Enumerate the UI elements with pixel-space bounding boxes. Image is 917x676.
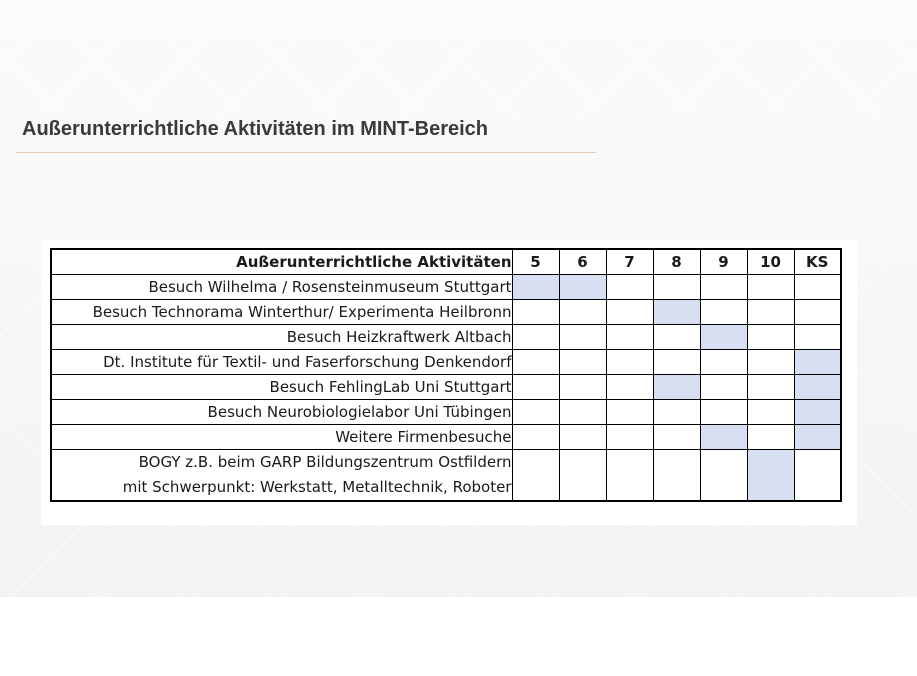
grade-cell [747, 274, 794, 299]
activity-label: Weitere Firmenbesuche [335, 427, 512, 446]
table-row [51, 449, 841, 501]
title-underline [16, 152, 596, 153]
grade-cell [700, 374, 747, 399]
grade-cell [559, 324, 606, 349]
grade-cell [653, 349, 700, 374]
grade-cell [606, 399, 653, 424]
grade-cell [559, 374, 606, 399]
grade-header: 7 [606, 249, 653, 274]
activity-cell [51, 349, 512, 374]
grade-cell [512, 399, 559, 424]
grade-cell [606, 349, 653, 374]
grade-cell [653, 324, 700, 349]
grade-cell [794, 449, 841, 501]
grade-cell [606, 324, 653, 349]
grade-cell-marked [559, 274, 606, 299]
grade-cell [700, 399, 747, 424]
activity-column-header: Außerunterrichtliche Aktivitäten [51, 249, 512, 274]
grade-cell [512, 374, 559, 399]
table-body [51, 274, 841, 501]
activity-cell [51, 324, 512, 349]
grade-cell-marked [700, 424, 747, 449]
grade-cell-marked [794, 349, 841, 374]
activity-cell [51, 299, 512, 324]
table-header-row [51, 249, 841, 274]
activity-cell [51, 449, 512, 501]
grade-header: 9 [700, 249, 747, 274]
grade-cell [559, 399, 606, 424]
grade-cell [747, 349, 794, 374]
grade-cell [794, 274, 841, 299]
activities-table [50, 248, 842, 502]
grade-cell [559, 449, 606, 501]
grade-cell [747, 374, 794, 399]
grade-cell-marked [512, 274, 559, 299]
grade-cell [559, 299, 606, 324]
page-title: Außerunterrichtliche Aktivitäten im MINT-Bereich [22, 118, 489, 140]
activity-label: Besuch Technorama Winterthur/ Experimenta Heilbronn [92, 302, 512, 321]
table-row [51, 324, 841, 349]
activity-label: Besuch Heizkraftwerk Altbach [286, 327, 512, 346]
grade-cell-marked [794, 424, 841, 449]
grade-cell [700, 274, 747, 299]
grade-cell [700, 349, 747, 374]
grade-cell [794, 324, 841, 349]
activity-label: Besuch FehlingLab Uni Stuttgart [269, 377, 512, 396]
grade-cell-marked [700, 324, 747, 349]
table-row [51, 349, 841, 374]
grade-cell-marked [794, 374, 841, 399]
activity-label: Dt. Institute für Textil- und Faserforschung Denkendorf [103, 352, 512, 371]
table-row [51, 399, 841, 424]
table-row [51, 424, 841, 449]
grade-cell-marked [794, 399, 841, 424]
grade-cell [606, 374, 653, 399]
activity-cell [51, 374, 512, 399]
grade-cell [653, 449, 700, 501]
activity-cell [51, 424, 512, 449]
activity-cell [51, 274, 512, 299]
grade-cell [512, 324, 559, 349]
table-row [51, 274, 841, 299]
grade-header: 5 [512, 249, 559, 274]
grade-cell [653, 274, 700, 299]
activity-label: BOGY z.B. beim GARP Bildungszentrum Ostfildern [138, 452, 512, 471]
grade-header: KS [794, 249, 841, 274]
grade-cell [606, 274, 653, 299]
grade-cell [653, 424, 700, 449]
grade-cell [559, 424, 606, 449]
grade-cell-marked [747, 449, 794, 501]
table-row [51, 299, 841, 324]
grade-cell [512, 424, 559, 449]
activity-label: mit Schwerpunkt: Werkstatt, Metalltechnik, Roboter [122, 477, 512, 496]
grade-header: 10 [747, 249, 794, 274]
grade-cell [794, 299, 841, 324]
grade-cell [606, 424, 653, 449]
grade-cell [512, 299, 559, 324]
grade-cell [747, 299, 794, 324]
grade-cell [512, 349, 559, 374]
grade-cell [653, 399, 700, 424]
activity-label: Besuch Neurobiologielabor Uni Tübingen [207, 402, 512, 421]
grade-cell [512, 449, 559, 501]
grade-cell [700, 449, 747, 501]
activity-label: Besuch Wilhelma / Rosensteinmuseum Stuttgart [148, 277, 512, 296]
grade-cell-marked [653, 374, 700, 399]
grade-cell [559, 349, 606, 374]
grade-header: 8 [653, 249, 700, 274]
grade-cell [747, 324, 794, 349]
activity-cell [51, 399, 512, 424]
grade-cell-marked [653, 299, 700, 324]
grade-cell [700, 299, 747, 324]
grade-cell [747, 424, 794, 449]
table-row [51, 374, 841, 399]
grade-cell [606, 299, 653, 324]
grade-header: 6 [559, 249, 606, 274]
grade-cell [747, 399, 794, 424]
grade-cell [606, 449, 653, 501]
